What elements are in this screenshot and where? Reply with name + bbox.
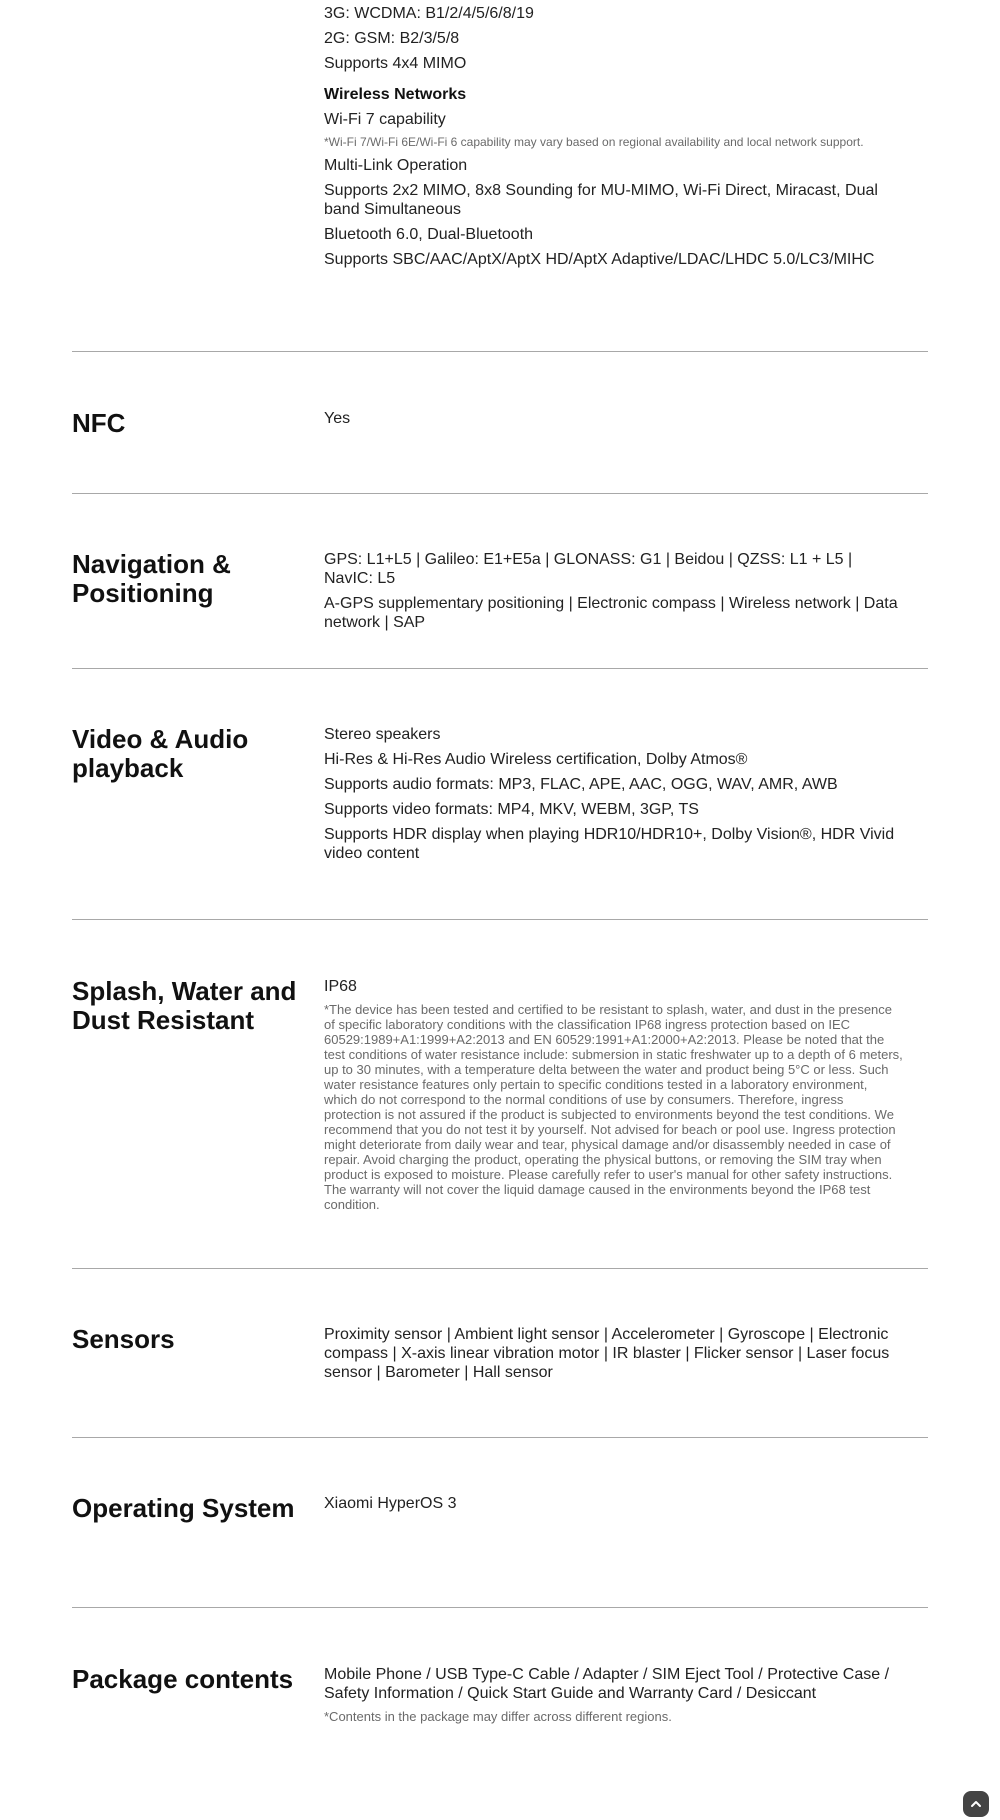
spec-line: 3G: WCDMA: B1/2/4/5/6/8/19 — [324, 5, 534, 22]
section-divider — [72, 1607, 928, 1608]
spec-line: Proximity sensor | Ambient light sensor | Accelerometer | Gyroscope | Electronic compass | X-axis linear vibration motor | IR blaster | Flicker sensor | Laser focus sensor | Barometer | Hall sensor — [324, 1326, 890, 1381]
spec-line: Mobile Phone / USB Type-C Cable / Adapter / SIM Eject Tool / Protective Case / Safety Information / Quick Start Guide and Warranty Card / Desiccant — [324, 1666, 890, 1702]
section-body — [324, 1665, 904, 1730]
spec-line: Supports 4x4 MIMO — [324, 55, 467, 72]
ip-rating-footnote: *The device has been tested and certified to be resistant to splash, water, and dust in the presence of specific laboratory conditions with the classification IP68 ingress protection based on IEC 60529:1989+A1:1999+A2:2013 and EN 60529:1991+A1:2000+A2:2013. Please be noted that the test conditions of water resistance include: submersion in static freshwater up to a depth of 6 meters, up to 30 minutes, with a temperature delta between the water and product being 5°C or less. Such water resistance features only pertain to specific conditions tested in a laboratory environment, which do not correspond to the normal conditions of use by consumers. Therefore, ingress protection is not assured if the product is subjected to environments beyond the test conditions. We recommend that you do not test it by yourself. Not advised for beach or pool use. Ingress protection might deteriorate from daily wear and tear, physical damage and/or disassembly needed in case of repair. Avoid charging the product, operating the physical buttons, or removing the SIM tray when product is exposed to moisture. Please carefully refer to user's manual for other safety instructions. The warranty will not cover the liquid damage caused in the environments beyond the IP68 test condition. — [324, 1002, 903, 1212]
section-title: Video & Audio playback — [72, 724, 249, 783]
spec-line: Supports video formats: MP4, MKV, WEBM, 3GP, TS — [324, 801, 699, 818]
network-spec-continued — [324, 4, 904, 275]
spec-line: Supports SBC/AAC/AptX/AptX HD/AptX Adaptive/LDAC/LHDC 5.0/LC3/MIHC — [324, 251, 875, 268]
wireless-networks-heading: Wireless Networks — [324, 86, 467, 103]
spec-line: Yes — [324, 410, 351, 427]
spec-line: Supports audio formats: MP3, FLAC, APE, AAC, OGG, WAV, AMR, AWB — [324, 776, 838, 793]
ip-rating: IP68 — [324, 978, 357, 995]
section-title: Splash, Water and Dust Resistant — [72, 976, 297, 1035]
section-title: Package contents — [72, 1664, 294, 1694]
section-divider — [72, 919, 928, 920]
spec-line: Supports HDR display when playing HDR10/HDR10+, Dolby Vision®, HDR Vivid video content — [324, 826, 895, 862]
section-body — [324, 409, 904, 434]
spec-line: Wi-Fi 7 capability — [324, 111, 446, 128]
section-divider — [72, 493, 928, 494]
section-divider — [72, 1437, 928, 1438]
spec-line: GPS: L1+L5 | Galileo: E1+E5a | GLONASS: G1 | Beidou | QZSS: L1 + L5 | NavIC: L5 — [324, 551, 853, 587]
chevron-up-icon — [969, 1797, 983, 1811]
spec-line: 2G: GSM: B2/3/5/8 — [324, 30, 460, 47]
section-divider — [72, 668, 928, 669]
section-body — [324, 725, 904, 869]
spec-line: Stereo speakers — [324, 726, 441, 743]
scroll-to-top-button[interactable] — [963, 1791, 989, 1817]
section-title: Sensors — [72, 1324, 175, 1354]
spec-line: Supports 2x2 MIMO, 8x8 Sounding for MU-MIMO, Wi-Fi Direct, Miracast, Dual band Simultaneous — [324, 182, 878, 218]
section-divider — [72, 1268, 928, 1269]
section-body — [324, 550, 904, 638]
spec-line: A-GPS supplementary positioning | Electronic compass | Wireless network | Data network | SAP — [324, 595, 898, 631]
section-body — [324, 1325, 904, 1388]
spec-line: Multi-Link Operation — [324, 157, 468, 174]
section-divider — [72, 351, 928, 352]
section-body — [324, 977, 904, 1212]
section-body — [324, 1494, 904, 1519]
spec-line: Bluetooth 6.0, Dual-Bluetooth — [324, 226, 534, 243]
spec-line: Hi-Res & Hi-Res Audio Wireless certification, Dolby Atmos® — [324, 751, 748, 768]
wifi-footnote: *Wi-Fi 7/Wi-Fi 6E/Wi-Fi 6 capability may vary based on regional availability and local network support. — [324, 135, 864, 149]
section-title: Navigation & Positioning — [72, 549, 231, 608]
spec-line: Xiaomi HyperOS 3 — [324, 1495, 457, 1512]
section-title: Operating System — [72, 1493, 295, 1523]
package-footnote: *Contents in the package may differ across different regions. — [324, 1709, 672, 1724]
section-title: NFC — [72, 408, 126, 438]
